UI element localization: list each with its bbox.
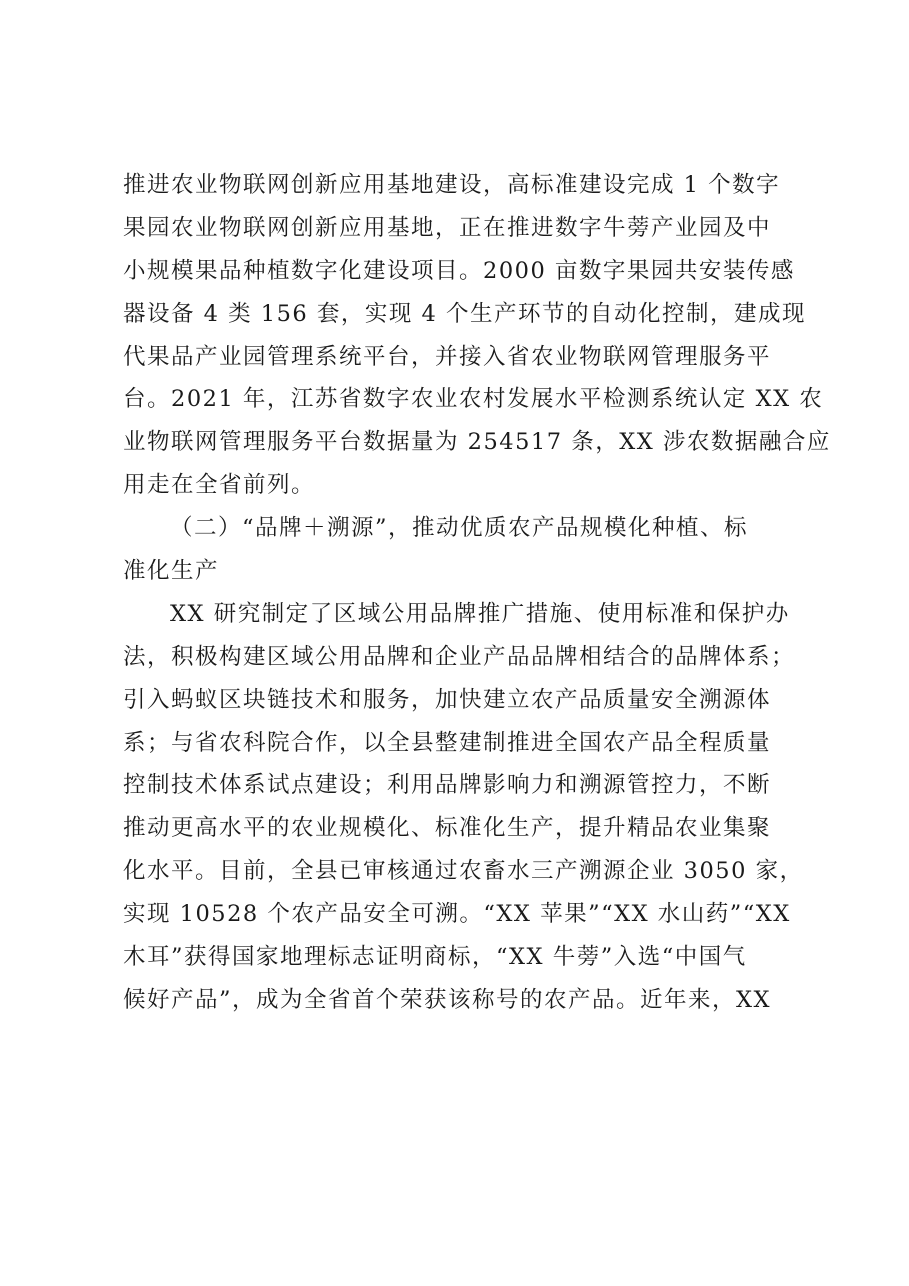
text-line: 推进农业物联网创新应用基地建设，高标准建设完成 1 个数字	[123, 172, 781, 198]
text-line: XX 研究制定了区域公用品牌推广措施、使用标准和保护办	[170, 600, 790, 627]
paragraph-brand-system	[123, 593, 804, 1022]
text-line: 果园农业物联网创新应用基地，正在推进数字牛蒡产业园及中	[123, 214, 772, 241]
text-line: 器设备 4 类 156 套，实现 4 个生产环节的自动化控制，建成现	[123, 300, 806, 327]
section-heading-brand-traceability	[123, 507, 787, 593]
heading-line: （二）“品牌＋溯源”，推动优质农产品规模化种植、标	[170, 515, 749, 542]
text-line: 系；与省农科院合作，以全县整建制推进全国农产品全程质量	[123, 729, 772, 756]
text-line: 业物联网管理服务平台数据量为 254517 条，XX 涉农数据融合应	[123, 429, 831, 456]
paragraph-digital-orchard	[123, 164, 831, 507]
text-line: 推动更高水平的农业规模化、标准化生产，提升精品农业集聚	[123, 815, 772, 842]
document-body	[123, 164, 831, 1022]
heading-line: 准化生产	[123, 558, 220, 585]
text-line: 引入蚂蚁区块链技术和服务，加快建立农产品质量安全溯源体	[123, 686, 772, 713]
text-line: 小规模果品种植数字化建设项目。2000 亩数字果园共安装传感	[123, 257, 795, 284]
text-line: 法，积极构建区域公用品牌和企业产品品牌相结合的品牌体系；	[123, 643, 796, 670]
text-line: 控制技术体系试点建设；利用品牌影响力和溯源管控力，不断	[123, 772, 772, 799]
text-line: 用走在全省前列。	[123, 472, 316, 499]
text-line: 实现 10528 个农产品安全可溯。“XX 苹果”“XX 水山药”“XX	[123, 901, 791, 928]
text-line: 木耳”获得国家地理标志证明商标，“XX 牛蒡”入选“中国气	[123, 944, 747, 971]
text-line: 台。2021 年，江苏省数字农业农村发展水平检测系统认定 XX 农	[123, 386, 824, 413]
text-line: 化水平。目前，全县已审核通过农畜水三产溯源企业 3050 家，	[123, 858, 804, 885]
text-line: 代果品产业园管理系统平台，并接入省农业物联网管理服务平	[123, 343, 772, 370]
text-line: 候好产品”，成为全省首个荣获该称号的农产品。近年来，XX	[123, 986, 772, 1013]
